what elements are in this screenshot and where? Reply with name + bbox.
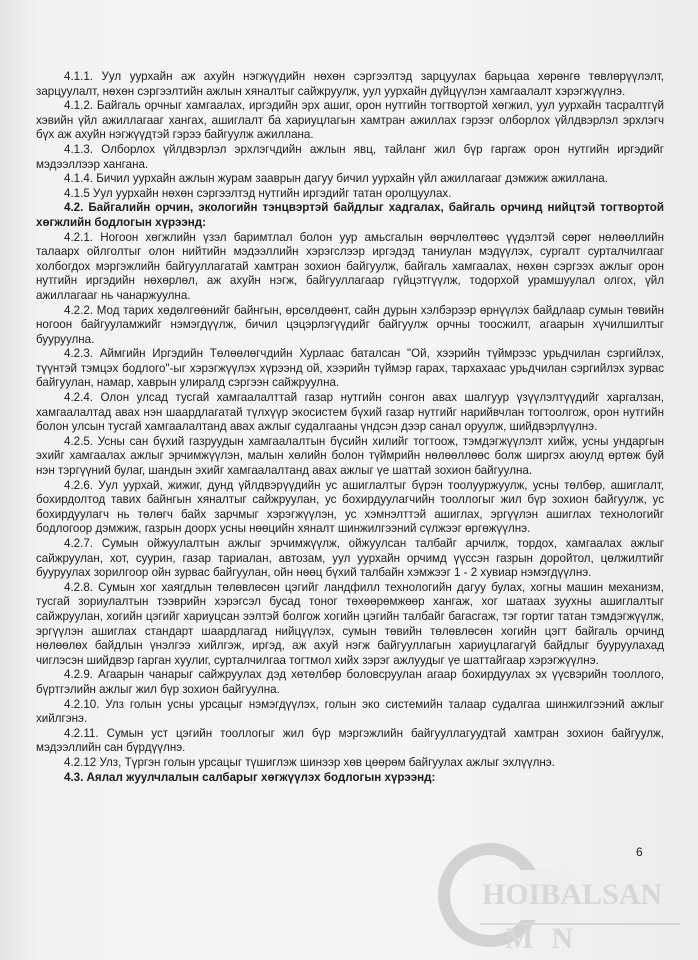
svg-text:HOIBALSAN: HOIBALSAN — [482, 878, 663, 911]
svg-text:MN: MN — [505, 922, 591, 955]
paragraph: 4.2.7. Сумын ойжуулалтын ажлыг эрчимжүүлж, ойжуулсан талбайг арчилж, тордох, хамгаалах ажлыг сайжруулан, хот, суурин, газар тариалан, автозам, уул уурхайн орчимд үүссэн газрын доройтол, цөлжилтийг бууруулах зорилгоор ойн зурвас байгуулан, ойн нөөц бүхий талбайн хэмжээг 1 - 2 хувиар нэмэгдүүлнэ. — [36, 537, 664, 580]
paragraph: 4.2.6. Уул уурхай, жижиг, дунд үйлдвэрүүдийн ус ашиглалтыг бүрэн тоолууржуулж, усны төлбөр, ашиглалт, бохирдолтод тавих байнгын хяналтыг сайжруулан, ус бохирдуулагчийн тооллогыг жил бүр зохион байгуулж, ус бохирдуулагч нь төлөгч байх зарчмыг хэрэгжүүлэн, ус хэмнэлттэй ашиглах, эргүүлэн ашиглах технологийг бодлогоор дэмжиж, газрын доорх усны нөөцийн хяналт шинжилгээний сүлжээг өргөжүүлнэ. — [36, 478, 664, 536]
paragraph: 4.1.5 Уул уурхайн нөхөн сэргээлтэд нутгийн иргэдийг татан оролцуулах. — [64, 186, 452, 200]
paragraph: 4.2.3. Аймгийн Иргэдийн Төлөөлөгчдийн Хурлаас баталсан "Ой, хээрийн түймрээс урьдчилан сэргийлэх, түүнтэй тэмцэх бодлого"-ыг хэрэгжүүлэх хүрээнд ой, хээрийн түймэр гарах, тархахаас урьдчилан сэргийлэх зурвас байгуулан, намар, хаврын улиралд сэргээн сайжруулна. — [36, 347, 664, 390]
paragraph: 4.2.5. Усны сан бүхий газруудын хамгаалалтын бүсийн хилийг тогтоож, тэмдэгжүүлэлт хийж, усны ундаргын эхийг хамгаалах ажлыг эрчимжүүлэн, малын хөлийн болон түймрийн нөлөөллөөс болж ширгэх аюулд өртөж буй нэн тэргүүний булаг, шандын эхийг хамгаалалтанд авах ажлыг үе шаттай зохион байгуулна. — [36, 434, 664, 478]
choibalsan-logo-watermark — [420, 840, 690, 955]
paragraph: 4.2.10. Улз голын усны урсацыг нэмэгдүүлэх, голын эко системийн талаар судалгаа шинжилгээний ажлыг хийлгэнэ. — [36, 697, 664, 726]
page-number: 6 — [636, 845, 643, 859]
paragraph: 4.1.1. Уул уурхайн аж ахуйн нэгжүүдийн нөхөн сэргээлтэд зарцуулах барьцаа хөрөнгө төвлөрүүлэлт, зарцуулалт, нөхөн сэргээлтийн ажлын хяналтыг сайжруулж, уул уурхайн дүйцүүлэн хамгаалалт хэрэгжүүлнэ. — [36, 70, 664, 98]
paragraph: 4.2.4. Олон улсад тусгай хамгаалалттай газар нутгийн сонгон авах шалгуур үзүүлэлтүүдийг харгалзан, хамгаалалтад авах нэн шаардлагатай түлхүүр экосистем бүхий газар нутгийг нарийвчлан тогтоолгож, орон нутгийн болон улсын тусгай хамгаалалтанд авах ажлыг судалгааны үндсэн дээр санал оруулж, шийдвэрлүүлнэ. — [36, 391, 664, 434]
section-heading: 4.2. Байгалийн орчин, экологийн тэнцвэртэй байдлыг хадгалах, байгаль орчинд нийцтэй тогтвортой хөгжлийн бодлогын хүрээнд: — [36, 201, 664, 229]
paragraph: 4.2.8. Сумын хог хаягдлын төлөвлөсөн цэгийг ландфилл технологийн дагуу булах, хогны машин механизм, тусгай зориулалтын тээврийн хэрэгсэл бусад тоног төхөөрөмжөөр хангаж, хог шатаах зуухны ашиглалтыг сайжруулан, хогийн цэгийг хариуцсан ээлтэй болгож хогийн цэгийн талбайг багасгаж, тэг гортиг татан тэмдэгжүүлж, эргүүлэн ашиглах стандарт шаардлагад нийцүүлэх, сумын төвийн төлөвлөсөн хогийн цэгт байгаль орчинд нөлөөлөх байдлын үнэлгээ хийлгэж, иргэд, аж ахуй нэгж байгууллагын хариуцлагагүй байдлыг бууруулахад чиглэсэн шийдвэр гарган хуулиг, сурталчилгаа тогтмол хийх зэрэг ажлуудыг үе шаттайгаар хэрэгжүүлнэ. — [36, 580, 664, 667]
paragraph: 4.1.4. Бичил уурхайн ажлын журам зааврын дагуу бичил уурхайн үйл ажиллагааг дэмжиж ажиллана. — [64, 172, 608, 186]
paragraph: 4.2.11. Сумын уст цэгийн тооллогыг жил бүр мэргэжлийн байгууллагуудтай хамтран зохион байгуулж, мэдээллийн сан бүрдүүлнэ. — [36, 726, 664, 755]
paragraph: 4.2.12 Улз, Түргэн голын урсацыг түшиглэж шинээр хөв цөөрөм байгуулах ажлыг эхлүүлнэ. — [64, 755, 555, 769]
paragraph: 4.2.9. Агаарын чанарыг сайжруулах дэд хөтөлбөр боловсруулан агаар бохирдуулах эх үүсвэрийн тооллого, бүртгэлийн ажлыг жил бүр зохион байгуулна. — [36, 668, 664, 696]
paragraph: 4.2.1. Ногоон хөгжлийн үзэл баримтлал болон уур амьсгалын өөрчлөлтөөс үүдэлтэй сөрөг нөлөөллийн талаарх ойлголтыг олон нийтийн мэдээллийн хэрэгслээр иргэдэд таниулан мэдүүлэх, сургалт сурталчилгааг холбогдох мэргэжлийн байгууллагатай хамтран зохион байгуулж, байгаль хамгаалах, нөхөн сэргээх ажлыг орон нутгийн иргэдийн нөхөрлөл, аж ахуйн нэгж, байгууллагаар гүйцэтгүүлж, тодорхой урамшуулал олгох, үйл ажиллагааг нь чанаржуулна. — [36, 230, 664, 302]
paragraph: 4.2.2. Мод тарих хөдөлгөөнийг байнгын, өрсөлдөөнт, сайн дурын хэлбэрээр өрнүүлэх байдлаар сумын төвийн ногоон байгууламжийг нэмэгдүүлж, бичил цэцэрлэгүүдийг байгуулж орчны тоосжилт, агаарын хүчилшилтыг бууруулна. — [36, 303, 664, 346]
paragraph: 4.1.2. Байгаль орчныг хамгаалах, иргэдийн эрх ашиг, орон нутгийн тогтвортой хөгжил, уул уурхайн тасралтгүй хэвийн үйл ажиллагааг хангах, ашиглалт ба хариуцлагын хамтран ажиллах гэрээг олборлох үйлдвэрлэл эрхлэгч бүх аж ахуйн нэгжүүдтэй гэрээ байгуулж ажиллана. — [36, 99, 664, 142]
section-heading: 4.3. Аялал жуулчлалын салбарыг хөгжүүлэх бодлогын хүрээнд: — [64, 770, 436, 784]
document-body — [36, 70, 664, 785]
paragraph: 4.1.3. Олборлох үйлдвэрлэл эрхлэгчдийн ажлын явц, тайланг жил бүр гаргаж орон нутгийн иргэдийг мэдээллээр хангана. — [36, 142, 664, 171]
